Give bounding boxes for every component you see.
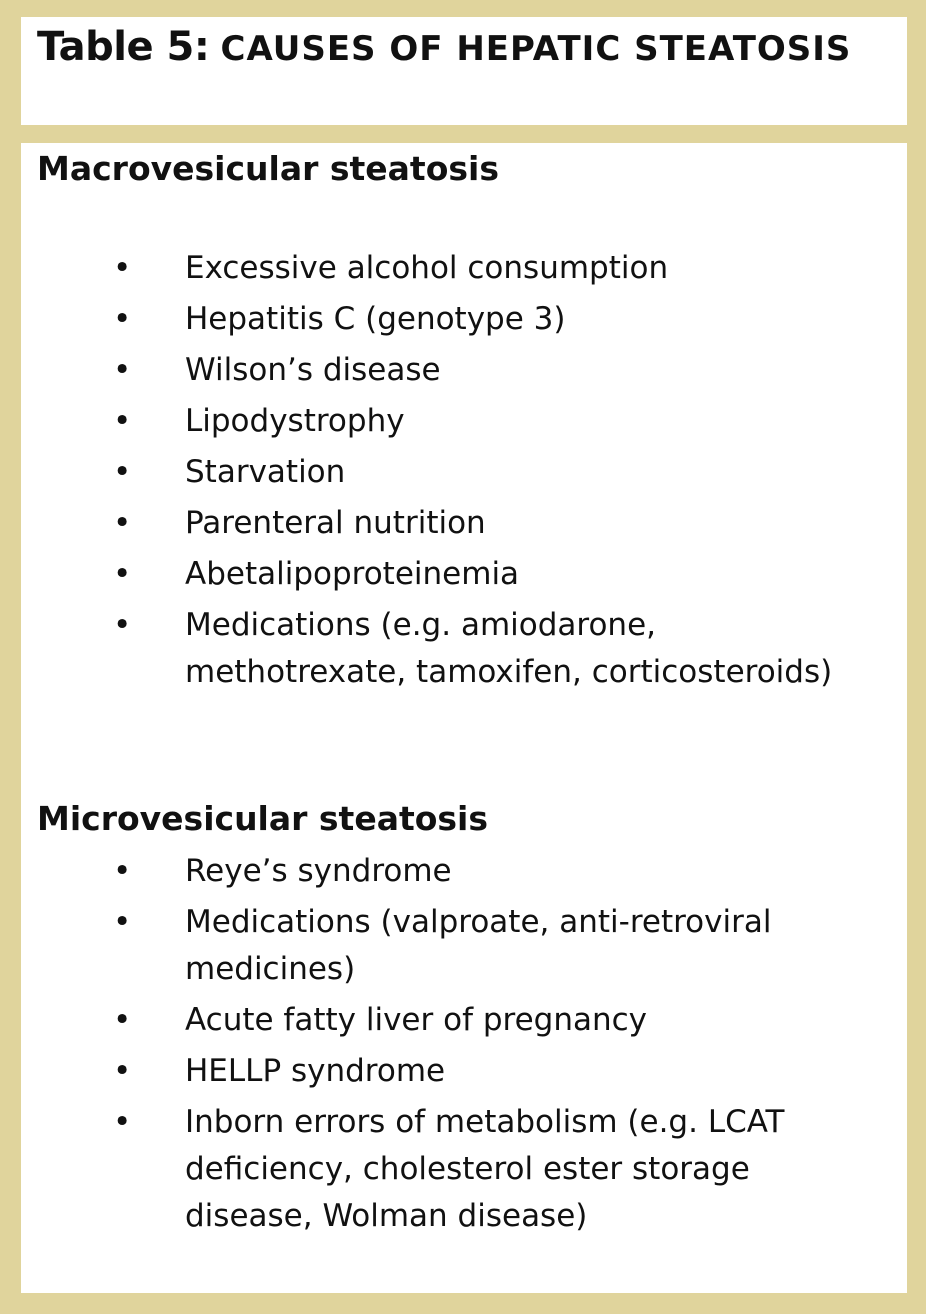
bullet-icon: • xyxy=(113,904,132,940)
list-item-text: Medications (valproate, anti-retroviral medicines) xyxy=(185,904,772,987)
list-item-text: HELLP syndrome xyxy=(185,1053,446,1089)
bullet-icon: • xyxy=(113,301,132,337)
list-item xyxy=(21,347,907,394)
bullet-icon: • xyxy=(113,454,132,490)
list-item xyxy=(21,848,907,895)
bullet-icon: • xyxy=(113,1002,132,1038)
bullet-icon: • xyxy=(113,505,132,541)
list-item-text: Excessive alcohol consumption xyxy=(185,250,669,286)
list-item-text: Abetalipoproteinemia xyxy=(185,556,520,592)
bullet-icon: • xyxy=(113,250,132,286)
list-item-text: Inborn errors of metabolism (e.g. LCAT deficiency, cholesterol ester storage disease, Wolman disease) xyxy=(185,1104,785,1234)
list-item-text: Reye’s syndrome xyxy=(185,853,452,889)
bullet-icon: • xyxy=(113,607,132,643)
list-item xyxy=(21,1099,907,1240)
table-title-text: CAUSES OF HEPATIC STEATOSIS xyxy=(220,29,852,69)
table-body xyxy=(21,143,907,1293)
list-item xyxy=(21,245,907,292)
list-item-text: Parenteral nutrition xyxy=(185,505,486,541)
bullet-icon: • xyxy=(113,1053,132,1089)
list-item-text: Medications (e.g. amiodarone, methotrexate, tamoxifen, corticosteroids) xyxy=(185,607,833,690)
section-heading-macrovesicular: Macrovesicular steatosis xyxy=(37,149,499,188)
list-item xyxy=(21,1048,907,1095)
microvesicular-list xyxy=(21,848,907,1244)
list-item xyxy=(21,296,907,343)
list-item-text: Wilson’s disease xyxy=(185,352,441,388)
bullet-icon: • xyxy=(113,556,132,592)
list-item-text: Starvation xyxy=(185,454,346,490)
bullet-icon: • xyxy=(113,352,132,388)
list-item xyxy=(21,398,907,445)
table-title xyxy=(37,22,907,74)
list-item xyxy=(21,602,907,696)
list-item xyxy=(21,997,907,1044)
list-item-text: Acute fatty liver of pregnancy xyxy=(185,1002,648,1038)
list-item xyxy=(21,449,907,496)
list-item xyxy=(21,899,907,993)
section-heading-microvesicular: Microvesicular steatosis xyxy=(37,799,489,838)
bullet-icon: • xyxy=(113,403,132,439)
list-item-text: Hepatitis C (genotype 3) xyxy=(185,301,566,337)
list-item xyxy=(21,551,907,598)
macrovesicular-list xyxy=(21,245,907,700)
table-title-box xyxy=(21,17,907,125)
list-item-text: Lipodystrophy xyxy=(185,403,405,439)
bullet-icon: • xyxy=(113,1104,132,1140)
bullet-icon: • xyxy=(113,853,132,889)
list-item xyxy=(21,500,907,547)
table-number: Table 5: xyxy=(37,24,210,70)
